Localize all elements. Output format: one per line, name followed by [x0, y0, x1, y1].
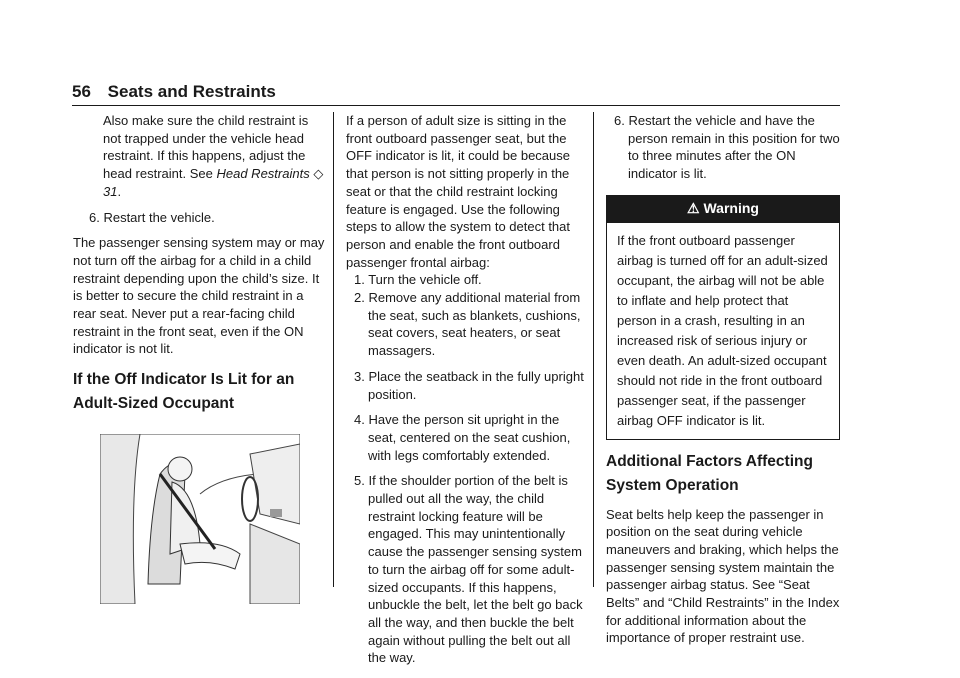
header-rule — [72, 105, 840, 106]
list-item: 3. Place the seatback in the fully upright position. — [354, 368, 584, 402]
occupant-illustration — [100, 434, 300, 604]
cross-reference-link[interactable]: Head Restraints — [216, 166, 310, 182]
page-ref-icon: ◇ — [313, 166, 324, 182]
page-number: 56 — [72, 82, 91, 101]
column-divider — [593, 112, 594, 587]
section-heading: Additional Factors Affecting System Operation — [606, 452, 813, 494]
list-item: 1. Turn the vehicle off. — [354, 272, 482, 288]
page-header — [72, 82, 276, 102]
paragraph: If a person of adult size is sitting in the front outboard passenger seat, but the OFF indicator is lit, it could be because that person is not sitting properly in the seat or that the child restraint locking feature is engaged. Use the following steps to allow the system to detect that person and enable the front outboard passenger frontal airbag: — [346, 113, 571, 270]
column-1 — [73, 112, 326, 604]
list-item: 2. Remove any additional material from the seat, such as blankets, cushions, seat covers, seat heaters, or seat massagers. — [354, 290, 581, 359]
section-heading: If the Off Indicator Is Lit for an Adult-Sized Occupant — [73, 371, 295, 413]
step-6: 6. Restart the vehicle and have the person remain in this position for two to three minutes after the ON indicator is lit. — [614, 113, 840, 182]
column-divider — [333, 112, 334, 587]
warning-box — [606, 195, 840, 440]
warning-title: Warning — [703, 199, 759, 216]
list-item: 5. If the shoulder portion of the belt is pulled out all the way, the child restraint locking feature will be engaged. This may unintentionally cause the passenger sensing system to turn the airbag off for some adult-sized occupants. If this happens, unbuckle the belt, let the belt go back all the way, and then buckle the belt again without pulling the belt out all the way. — [354, 473, 583, 666]
paragraph: The passenger sensing system may or may not turn off the airbag for a child in a child restraint depending upon the child’s size. It is better to secure the child restraint in a rear seat. Never put a rear-facing child restraint in the front seat, even if the ON indicator is not lit. — [73, 235, 325, 357]
warning-header — [607, 196, 839, 223]
column-3 — [606, 112, 840, 647]
section-title: Seats and Restraints — [107, 82, 276, 101]
warning-icon: ⚠ — [687, 199, 700, 216]
column-2 — [346, 112, 584, 667]
cross-reference-page[interactable]: 31 — [103, 183, 118, 199]
step-6: 6. Restart the vehicle. — [89, 209, 215, 225]
warning-text: If the front outboard passenger airbag is turned off for an adult-sized occupant, the airbag will not be able to inflate and help protect that person in a crash, resulting in an increased risk of serious injury or even death. An adult-sized occupant should not ride in the front outboard passenger seat, if the passenger airbag OFF indicator is lit. — [617, 232, 828, 428]
step-5-continuation: Also make sure the child restraint is not trapped under the vehicle head restraint. If this happens, adjust the head restraint. See Head Restraints ◇ 31. — [103, 113, 324, 199]
list-item: 4. Have the person sit upright in the seat, centered on the seat cushion, with legs comfortably extended. — [354, 412, 571, 463]
paragraph: Seat belts help keep the passenger in position on the seat during vehicle maneuvers and braking, which helps the passenger sensing system maintain the passenger airbag status. See “Seat Belts” and “Child Restraints” in the Index for additional information about the importance of proper restraint use. — [606, 506, 840, 646]
